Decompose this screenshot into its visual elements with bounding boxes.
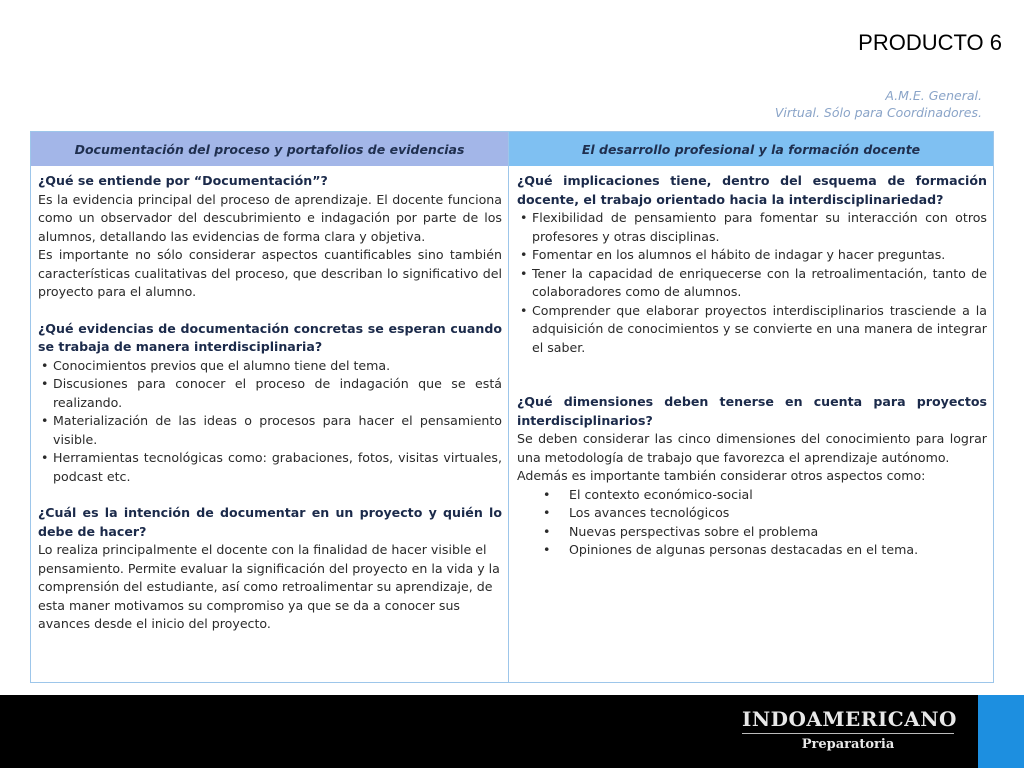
list-item: • Herramientas tecnológicas como: grabaciones, fotos, visitas virtuales, podcast etc. <box>38 449 502 486</box>
table-body <box>31 166 993 682</box>
list-item: • Materialización de las ideas o procesos para hacer el pensamiento visible. <box>38 412 502 449</box>
table-header <box>31 132 993 166</box>
list-item: • Los avances tecnológicos <box>517 504 987 523</box>
list-item: • El contexto económico-social <box>517 486 987 505</box>
list-item: • Nuevas perspectivas sobre el problema <box>517 523 987 542</box>
question-dimensions: ¿Qué dimensiones deben tenerse en cuenta para proyectos interdisciplinarios? <box>517 394 987 428</box>
header-note-line1: A.M.E. General. <box>885 88 982 103</box>
answer-dimensions: Se deben considerar las cinco dimensiones del conocimiento para lograr una metodología de trabajo que favorezca el aprendizaje autónomo. <box>517 431 987 465</box>
question-implications: ¿Qué implicaciones tiene, dentro del esquema de formación docente, el trabajo orientado hacia la interdisciplinariedad? <box>517 173 987 207</box>
list-item: • Conocimientos previos que el alumno tiene del tema. <box>38 357 502 376</box>
brand-name: INDOAMERICANO <box>742 707 957 731</box>
header-documentation: Documentación del proceso y portafolios de evidencias <box>31 132 509 166</box>
list-item: • Flexibilidad de pensamiento para fomentar su interacción con otros profesores y otras disciplinas. <box>517 209 987 246</box>
question-intention: ¿Cuál es la intención de documentar en un proyecto y quién lo debe de hacer? <box>38 505 502 539</box>
header-note <box>775 87 982 121</box>
implications-list <box>517 209 987 357</box>
footer-accent-block <box>978 695 1024 768</box>
answer-documentation: Es la evidencia principal del proceso de aprendizaje. El docente funciona como un observador del descubrimiento e indagación por parte de los alumnos, detallando las evidencias de forma clara y objetiva. <box>38 191 502 244</box>
list-item: • Comprender que elaborar proyectos interdisciplinarios trasciende a la adquisición de conocimientos y se convierte en una manera de integrar el saber. <box>517 302 987 358</box>
header-professional-development: El desarrollo profesional y la formación docente <box>509 132 993 166</box>
list-item: • Discusiones para conocer el proceso de indagación que se está realizando. <box>38 375 502 412</box>
question-documentation: ¿Qué se entiende por “Documentación”? <box>38 173 328 188</box>
brand-divider <box>742 733 954 734</box>
answer-intention: Lo realiza principalmente el docente con la finalidad de hacer visible el pensamiento. Permite evaluar la significación del proyecto en la vida y la comprensión del estudiante, así como retroalimentar su aprendizaje, de esta maner motivamos su compromiso ya que se da a conocer sus avances desde el inicio del proyecto. <box>38 542 500 631</box>
documentation-column <box>31 166 509 682</box>
list-item: • Opiniones de algunas personas destacadas en el tema. <box>517 541 987 560</box>
evidences-list <box>38 357 502 487</box>
aspects-list <box>517 486 987 560</box>
professional-development-column <box>509 166 993 682</box>
content-table <box>30 131 994 683</box>
brand-subtitle: Preparatoria <box>801 737 895 752</box>
list-item: • Tener la capacidad de enriquecerse con la retroalimentación, tanto de colaboradores como de alumnos. <box>517 265 987 302</box>
header-note-line2: Virtual. Sólo para Coordinadores. <box>774 105 982 120</box>
answer-dimensions-2: Además es importante también considerar otros aspectos como: <box>517 468 926 483</box>
answer-documentation-2: Es importante no sólo considerar aspectos cuantificables sino también características cualitativas del proceso, que describan lo significativo del proyecto para el alumno. <box>38 247 502 299</box>
list-item: • Fomentar en los alumnos el hábito de indagar y hacer preguntas. <box>517 246 987 265</box>
footer-bar <box>0 695 1024 768</box>
brand-logo <box>742 707 957 752</box>
slide-title: PRODUCTO 6 <box>858 30 1002 55</box>
question-evidences: ¿Qué evidencias de documentación concretas se esperan cuando se trabaja de manera interdisciplinaria? <box>38 320 502 354</box>
